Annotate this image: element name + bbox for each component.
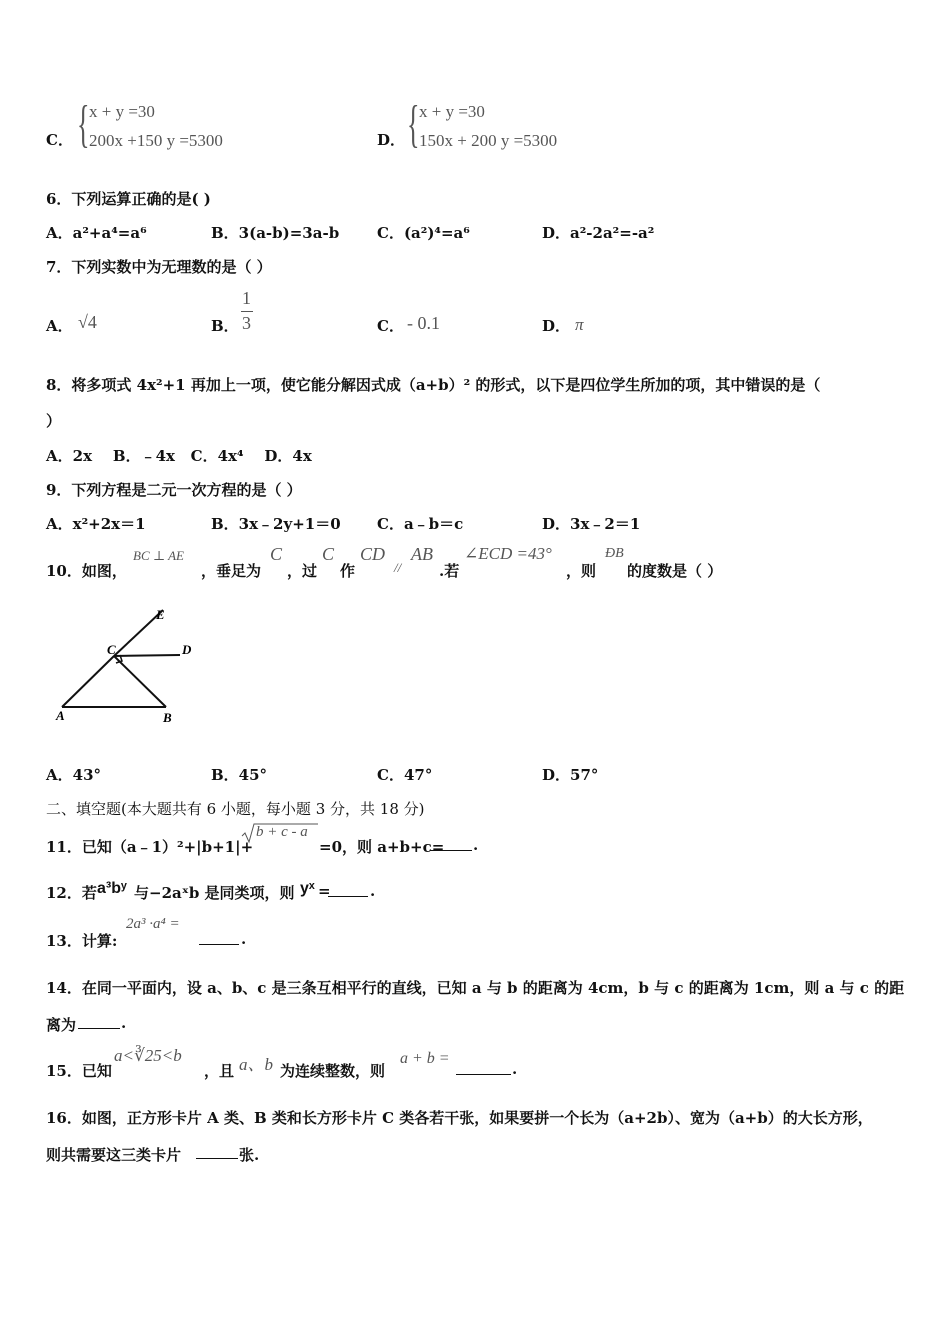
q10-text-7: 的度数是（ ） <box>627 562 723 580</box>
q16-line-1: 16．如图，正方形卡片 A 类、B 类和长方形卡片 C 类各若干张，如果要拼一个长为（a+2b）、宽为（a+b）的大长方形， <box>46 1109 873 1127</box>
q7-option-d-label: D． <box>542 317 571 335</box>
q7-option-b-label: B． <box>211 317 239 335</box>
q10-text-2: ，垂足为 <box>201 562 262 580</box>
q15-text-4: . <box>512 1060 518 1078</box>
q8-stem-line1: 8．将多项式 4x²+1 再加上一项，使它能分解因式成（a+b）² 的形式，以下是四位学生所加的项，其中错误的是（ <box>46 376 821 394</box>
q11-text-2: =0，则 a+b+c= <box>319 838 445 856</box>
q7-fraction-numerator: 1 <box>242 288 251 308</box>
q10-math-angle: ∠ECD =43° <box>464 544 552 563</box>
q10-text-6: ，则 <box>566 562 597 580</box>
fraction-bar <box>241 311 253 312</box>
q9-option-b: B．3x﹣2y+1＝0 <box>211 515 341 533</box>
answer-blank[interactable] <box>430 836 472 855</box>
brace-icon: { <box>407 96 420 153</box>
q6-option-b: B．3(a-b)=3a-b <box>211 224 340 242</box>
q10-math-c: C <box>270 544 283 564</box>
equation: 200x +150 y =5300 <box>89 131 223 150</box>
point-label-e: E <box>156 607 165 622</box>
q10-text-1: 10．如图， <box>46 562 127 580</box>
answer-blank[interactable] <box>78 1014 120 1033</box>
section-heading: 二、填空题(本大题共有 6 小题，每小题 3 分，共 18 分) <box>46 800 425 818</box>
q8-options: A．2x B．﹣4x C．4x⁴ D．4x <box>46 447 312 465</box>
q8-stem-line2: ） <box>46 412 62 430</box>
answer-blank[interactable] <box>456 1060 512 1079</box>
q10-triangle-figure <box>50 600 220 730</box>
q10-math-angle-b: ÐB <box>605 546 624 561</box>
q12-math-term: a³bʸ <box>97 880 127 897</box>
q5-option-c-label: C． <box>46 131 73 149</box>
answer-blank[interactable] <box>199 930 241 949</box>
q12-text-4: . <box>370 882 376 900</box>
q5-option-c-system <box>77 96 277 158</box>
q13-text-1: 13．计算: <box>46 932 118 950</box>
equation: x + y =30 <box>89 102 155 121</box>
q9-option-c: C．a﹣b＝c <box>377 515 464 533</box>
q10-option-a: A．43° <box>46 766 102 784</box>
q7-option-d-math: π <box>575 315 584 334</box>
point-label-c: C <box>107 642 116 657</box>
q7-option-a-label: A． <box>46 317 73 335</box>
q5-option-d-label: D． <box>377 131 406 149</box>
point-label-d: D <box>182 642 192 657</box>
q10-option-c: C．47° <box>377 766 433 784</box>
q7-fraction-denominator: 3 <box>242 313 251 333</box>
q11-text-3: . <box>473 836 479 854</box>
q10-text-3: ，过 <box>287 562 318 580</box>
q11-text-1: 11．已知（a﹣1）²+|b+1|+ <box>46 838 254 856</box>
q6-option-d: D．a²-2a²=-a² <box>542 224 655 242</box>
q12-text-3: = <box>318 882 331 900</box>
q11-math-radicand: b + c - a <box>256 824 308 840</box>
q10-text-4: 作 <box>340 562 356 580</box>
q14-line-2: 离为 <box>46 1016 77 1034</box>
q15-math-ab: a、b <box>239 1055 273 1074</box>
q5-option-d-system <box>407 96 607 158</box>
q10-math-cd: CD <box>360 544 386 564</box>
q12-math-power: yˣ <box>300 880 315 897</box>
q13-math-expression: 2a³ ·a⁴ = <box>126 916 180 932</box>
q12-text-2: 与−2aˣb 是同类项，则 <box>134 884 295 902</box>
q10-math-parallel: // <box>394 560 402 575</box>
q15-text-3: 为连续整数，则 <box>280 1062 386 1080</box>
q7-option-a-math: √4 <box>78 312 97 332</box>
answer-blank[interactable] <box>328 882 370 901</box>
q9-option-a: A．x²+2x＝1 <box>46 515 146 533</box>
q16-text-3: 张. <box>239 1146 260 1164</box>
q10-math-ab: AB <box>411 544 433 564</box>
q14-text-3: . <box>121 1014 127 1032</box>
q7-stem: 7．下列实数中为无理数的是（ ） <box>46 258 272 276</box>
q10-math-perpendicular: BC ⊥ AE <box>133 548 184 563</box>
q6-option-c: C．(a²)⁴=a⁶ <box>377 224 470 242</box>
q13-text-2: . <box>241 930 247 948</box>
q7-option-c-math: - 0.1 <box>407 313 440 333</box>
equation: 150x + 200 y =5300 <box>419 131 558 150</box>
equation: x + y =30 <box>419 102 485 121</box>
q14-line-1: 14．在同一平面内，设 a、b、c 是三条互相平行的直线，已知 a 与 b 的距离为 4cm，b 与 c 的距离为 1cm，则 a 与 c 的距 <box>46 979 905 997</box>
answer-blank[interactable] <box>196 1144 238 1163</box>
q15-text-2: ，且 <box>204 1062 235 1080</box>
point-label-a: A <box>56 708 65 723</box>
q12-text-1: 12．若 <box>46 884 97 902</box>
q10-text-5: .若 <box>439 562 460 580</box>
q15-math-sum: a + b = <box>400 1050 450 1067</box>
q10-option-d: D．57° <box>542 766 599 784</box>
q6-stem: 6．下列运算正确的是( ) <box>46 190 211 208</box>
q10-option-b: B．45° <box>211 766 268 784</box>
q9-option-d: D．3x﹣2＝1 <box>542 515 641 533</box>
brace-icon: { <box>77 96 90 153</box>
q16-line-2: 则共需要这三类卡片 <box>46 1146 182 1164</box>
q10-math-c2: C <box>322 544 335 564</box>
q15-text-1: 15．已知 <box>46 1062 112 1080</box>
q6-option-a: A．a²+a⁴=a⁶ <box>46 224 147 242</box>
point-label-b: B <box>163 710 172 725</box>
q7-option-c-label: C． <box>377 317 404 335</box>
q9-stem: 9．下列方程是二元一次方程的是（ ） <box>46 481 302 499</box>
q15-math-inequality: a<∛25<b <box>114 1046 182 1065</box>
